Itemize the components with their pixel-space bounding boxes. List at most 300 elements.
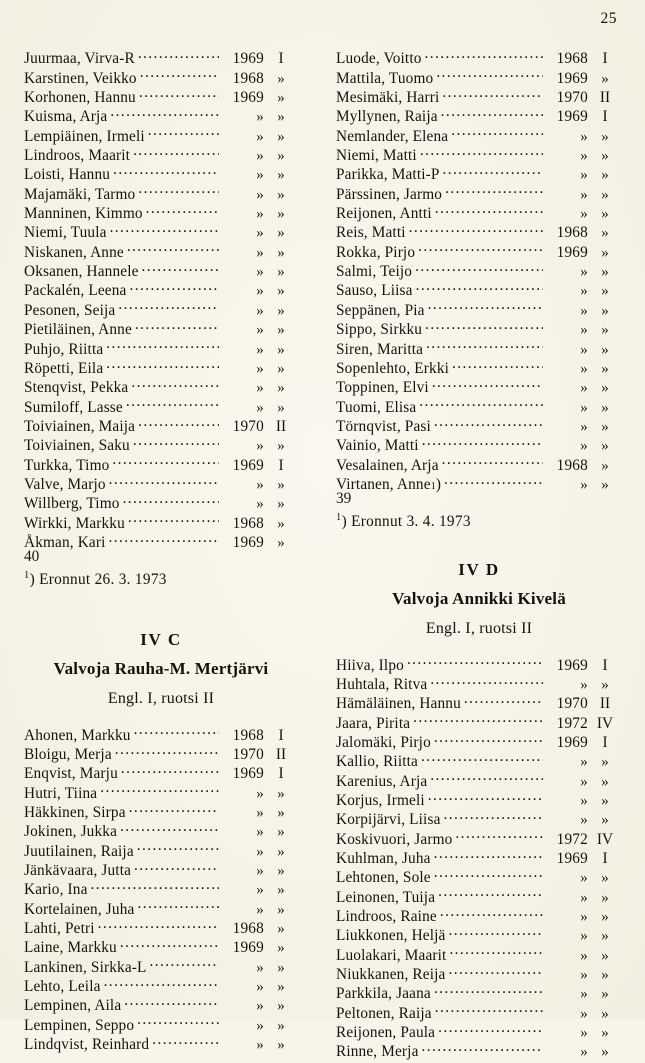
dot-leader — [428, 786, 543, 805]
pupil-grade: » — [601, 676, 609, 693]
dot-leader — [416, 276, 543, 295]
pupil-name: Rokka, Pirjo — [336, 243, 416, 261]
pupil-grade: » — [601, 148, 609, 165]
section-subjects: Engl. I, ruotsi II — [107, 690, 215, 708]
dot-leader — [440, 902, 543, 921]
pupil-year: » — [580, 909, 588, 926]
pupil-grade: » — [601, 1044, 609, 1061]
pupil-year: 1968 — [556, 456, 588, 474]
pupil-grade: » — [277, 148, 285, 165]
dot-leader — [110, 218, 219, 237]
pupil-grade: » — [277, 1037, 285, 1054]
pupil-grade: » — [601, 264, 609, 281]
pupil-grade: » — [277, 322, 285, 339]
pupil-year: » — [256, 264, 264, 281]
pupil-name: Kuhlman, Juha — [336, 850, 431, 868]
pupil-name: Kuisma, Arja — [24, 108, 108, 126]
pupil-name: Turkka, Timo — [24, 456, 110, 474]
pupil-name: Lehto, Leila — [24, 978, 101, 996]
dot-leader — [448, 960, 543, 979]
pupil-name: Virtanen, Anne — [336, 475, 431, 493]
pupil-grade: » — [277, 167, 285, 184]
dot-leader — [106, 334, 219, 353]
pupil-grade: » — [277, 998, 285, 1015]
right-pupil-list-bottom — [336, 650, 622, 1061]
pupil-grade: » — [601, 947, 609, 964]
pupil-name: Reijonen, Antti — [336, 205, 432, 223]
pupil-year: » — [256, 979, 264, 996]
list-item — [24, 720, 298, 744]
pupil-name: Törnqvist, Pasi — [336, 417, 431, 435]
pupil-grade: » — [277, 824, 285, 841]
pupil-grade: » — [277, 341, 285, 358]
pupil-name: Toiviainen, Maija — [24, 417, 136, 435]
pupil-grade: » — [277, 206, 285, 223]
pupil-name: Lehtonen, Sole — [336, 869, 431, 887]
dot-leader — [443, 160, 543, 179]
right-pupil-count: 39 — [336, 489, 352, 507]
pupil-year: 1968 — [556, 224, 588, 242]
pupil-name: Puhjo, Riitta — [24, 340, 104, 358]
section-heading-ivc — [24, 628, 298, 712]
pupil-grade: » — [277, 785, 285, 802]
pupil-year: 1970 — [556, 89, 588, 107]
pupil-year: » — [580, 438, 588, 455]
pupil-year: » — [580, 773, 588, 790]
pupil-grade: » — [601, 244, 609, 261]
section-class-name: IV C — [140, 630, 182, 650]
dot-leader — [113, 160, 219, 179]
pupil-name: Lindroos, Raine — [336, 908, 437, 926]
dot-leader — [422, 431, 543, 450]
pupil-grade: » — [277, 476, 285, 493]
dot-leader — [448, 921, 543, 940]
pupil-grade: » — [277, 940, 285, 957]
pupil-name: Sauso, Liisa — [336, 282, 413, 300]
dot-leader — [135, 315, 219, 334]
pupil-name: Niemi, Tuula — [24, 224, 107, 242]
pupil-grade: » — [277, 438, 285, 455]
dot-leader — [128, 508, 219, 527]
pupil-name: Bloigu, Merja — [24, 745, 112, 763]
dot-leader — [418, 237, 543, 256]
pupil-year: » — [256, 186, 264, 203]
dot-leader — [413, 708, 543, 727]
dot-leader — [451, 121, 543, 140]
pupil-grade: » — [601, 1005, 609, 1022]
pupil-name: Jaara, Pirita — [336, 714, 411, 732]
dot-leader — [146, 199, 219, 218]
pupil-name: Mattila, Tuomo — [336, 69, 434, 87]
pupil-year: » — [256, 496, 264, 513]
dot-leader — [434, 412, 543, 431]
pupil-name: Liukkonen, Heljä — [336, 927, 446, 945]
left-footnote-marker: 1 — [24, 570, 30, 582]
pupil-grade: » — [601, 889, 609, 906]
pupil-name: Jänkävaara, Jutta — [24, 862, 132, 880]
dot-leader — [137, 894, 219, 913]
pupil-name: Willberg, Timo — [24, 495, 120, 513]
pupil-year: » — [580, 812, 588, 829]
pupil-year: » — [580, 947, 588, 964]
pupil-name: Manninen, Kimmo — [24, 205, 143, 223]
dot-leader — [421, 747, 543, 766]
pupil-grade: I — [278, 50, 284, 68]
pupil-year: 1970 — [232, 745, 264, 763]
pupil-grade: II — [599, 89, 611, 107]
dot-leader — [137, 1010, 219, 1029]
pupil-grade: » — [277, 805, 285, 821]
pupil-name: Pesonen, Seija — [24, 301, 116, 319]
dot-leader — [133, 431, 219, 450]
pupil-name: Lankinen, Sirkka-L — [24, 958, 147, 976]
pupil-name: Tuomi, Elisa — [336, 398, 417, 416]
pupil-grade: » — [601, 206, 609, 223]
pupil-year: » — [580, 186, 588, 203]
list-item — [24, 44, 298, 68]
dot-leader — [434, 979, 543, 998]
pupil-year: » — [256, 901, 264, 918]
dot-leader — [148, 121, 219, 140]
pupil-grade: » — [601, 754, 609, 771]
pupil-year: » — [580, 676, 588, 693]
pupil-grade: » — [277, 901, 285, 918]
pupil-name: Röpetti, Eila — [24, 359, 104, 377]
pupil-year: 1969 — [556, 108, 588, 126]
pupil-name: Häkkinen, Sirpa — [24, 804, 126, 821]
pupil-name: Juutilainen, Raija — [24, 842, 134, 860]
pupil-grade: » — [601, 302, 609, 319]
pupil-year: 1970 — [232, 417, 264, 435]
pupil-name: Niemi, Matti — [336, 147, 417, 165]
dot-leader — [115, 740, 219, 759]
pupil-grade: » — [601, 128, 609, 145]
dot-leader — [434, 844, 543, 863]
left-column — [0, 44, 322, 1056]
dot-leader — [106, 354, 219, 373]
pupil-year: » — [256, 843, 264, 860]
dot-leader — [112, 450, 219, 469]
dot-leader — [129, 798, 219, 817]
pupil-grade: » — [601, 986, 609, 1003]
pupil-year: » — [580, 360, 588, 377]
pupil-name: Majamäki, Tarmo — [24, 185, 136, 203]
dot-leader — [438, 882, 543, 901]
pupil-grade: » — [601, 399, 609, 416]
dot-leader — [133, 141, 219, 160]
pupil-grade: » — [277, 959, 285, 976]
pupil-year: » — [580, 793, 588, 809]
pupil-year: » — [256, 206, 264, 223]
right-column — [322, 44, 644, 1061]
pupil-name: Korpijärvi, Liisa — [336, 811, 441, 829]
pupil-name: Niukkanen, Reija — [336, 966, 446, 984]
pupil-name: Jokinen, Jukka — [24, 823, 118, 841]
pupil-grade: I — [602, 733, 608, 751]
dot-leader — [118, 295, 219, 314]
pupil-name: Parikka, Matti-P — [336, 166, 440, 184]
pupil-year: 1969 — [556, 850, 588, 868]
pupil-year: » — [580, 380, 588, 397]
pupil-name: Oksanen, Hannele — [24, 263, 139, 281]
dot-leader — [434, 728, 543, 747]
dot-leader — [420, 141, 543, 160]
pupil-name: Leinonen, Tuija — [336, 888, 436, 906]
pupil-year: 1968 — [556, 50, 588, 68]
pupil-name: Koskivuori, Jarmo — [336, 830, 453, 848]
pupil-year: 1968 — [232, 514, 264, 532]
pupil-grade: » — [601, 186, 609, 203]
pupil-year: » — [580, 264, 588, 281]
two-column-body — [0, 44, 645, 1061]
pupil-name: Korhonen, Hannu — [24, 89, 136, 107]
pupil-year: 1969 — [556, 656, 588, 674]
pupil-grade: » — [277, 244, 285, 261]
pupil-grade: » — [601, 70, 609, 87]
pupil-grade: » — [277, 360, 285, 377]
pupil-year: » — [580, 128, 588, 145]
dot-leader — [425, 44, 543, 63]
pupil-name: Wirkki, Markku — [24, 514, 125, 532]
dot-leader — [131, 373, 219, 392]
dot-leader — [91, 875, 219, 894]
pupil-year: » — [256, 882, 264, 899]
pupil-year: 1968 — [232, 920, 264, 938]
pupil-name: Kario, Ina — [24, 881, 88, 899]
pupil-year: » — [580, 928, 588, 945]
pupil-name: Reis, Matti — [336, 224, 406, 242]
dot-leader — [441, 102, 543, 121]
pupil-year: » — [256, 785, 264, 802]
dot-leader — [432, 373, 543, 392]
dot-leader — [428, 295, 543, 314]
pupil-grade: » — [601, 283, 609, 300]
pupil-year: » — [256, 1017, 264, 1034]
pupil-grade: I — [278, 726, 284, 744]
pupil-year: » — [580, 986, 588, 1003]
dot-leader — [415, 257, 543, 276]
section-heading-ivd — [336, 558, 622, 642]
pupil-year: » — [256, 148, 264, 165]
pupil-grade: I — [602, 50, 608, 68]
pupil-name: Korjus, Irmeli — [336, 792, 425, 809]
pupil-year: » — [580, 1005, 588, 1022]
pupil-grade: » — [277, 979, 285, 996]
pupil-name: Jalomäki, Pirjo — [336, 733, 431, 751]
pupil-name: Sopenlehto, Erkki — [336, 359, 450, 377]
pupil-footnote-marker: 1 — [430, 480, 436, 492]
pupil-year: 1969 — [556, 243, 588, 261]
dot-leader — [150, 952, 220, 971]
pupil-name: Lahti, Petri — [24, 920, 95, 938]
pupil-name: Stenqvist, Pekka — [24, 379, 129, 397]
pupil-year: 1969 — [232, 939, 264, 957]
pupil-name: Mesimäki, Harri — [336, 89, 440, 107]
pupil-grade: » — [277, 109, 285, 126]
section-class-name: IV D — [458, 560, 500, 580]
right-footnote — [336, 508, 622, 531]
pupil-grade: II — [599, 695, 611, 713]
pupil-name: Lempiäinen, Irmeli — [24, 127, 145, 145]
section-teacher: Valvoja Rauha-M. Mertjärvi — [53, 659, 269, 679]
pupil-grade: I — [602, 656, 608, 674]
pupil-grade: » — [601, 773, 609, 790]
dot-leader — [434, 863, 543, 882]
pupil-year: 1972 — [556, 714, 588, 732]
dot-leader — [452, 354, 543, 373]
pupil-grade: I — [602, 108, 608, 126]
pupil-name: Hämäläinen, Hannu — [336, 695, 461, 713]
pupil-year: 1969 — [232, 456, 264, 474]
pupil-year: » — [256, 167, 264, 184]
pupil-year: 1970 — [556, 695, 588, 713]
page-number: 25 — [600, 10, 617, 27]
pupil-year: 1972 — [556, 830, 588, 848]
pupil-grade: » — [277, 380, 285, 397]
right-pupil-list-top — [336, 44, 622, 474]
pupil-grade: » — [601, 1025, 609, 1042]
pupil-grade: » — [601, 793, 609, 809]
left-footnote — [24, 566, 298, 589]
pupil-grade: I — [278, 765, 284, 783]
pupil-name: Reijonen, Paula — [336, 1024, 436, 1042]
pupil-grade: » — [601, 870, 609, 887]
dot-leader — [138, 412, 219, 431]
pupil-name: Karstinen, Veikko — [24, 69, 137, 87]
pupil-year: » — [256, 380, 264, 397]
pupil-year: » — [256, 109, 264, 126]
dot-leader — [435, 998, 543, 1017]
dot-leader — [109, 528, 219, 547]
left-pupil-list-bottom — [24, 720, 298, 1054]
pupil-year: » — [256, 360, 264, 377]
pupil-year: » — [256, 863, 264, 880]
pupil-year: 1969 — [556, 733, 588, 751]
pupil-name: Toppinen, Elvi — [336, 379, 429, 397]
pupil-name: Toiviainen, Saku — [24, 437, 130, 455]
pupil-year: » — [580, 167, 588, 184]
pupil-year: » — [580, 302, 588, 319]
pupil-grade: » — [601, 438, 609, 455]
pupil-grade: » — [601, 322, 609, 339]
pupil-name: Karenius, Arja — [336, 772, 428, 790]
pupil-name: Enqvist, Marju — [24, 765, 118, 783]
pupil-year: » — [580, 476, 588, 493]
pupil-grade: » — [601, 909, 609, 926]
pupil-name: Lempinen, Aila — [24, 997, 122, 1015]
dot-leader — [129, 276, 219, 295]
dot-leader — [422, 1037, 543, 1056]
pupil-grade: » — [601, 360, 609, 377]
pupil-year: » — [256, 959, 264, 976]
dot-leader — [127, 237, 219, 256]
pupil-name: Sumiloff, Lasse — [24, 398, 123, 416]
dot-leader — [134, 856, 219, 875]
pupil-year: 1969 — [232, 533, 264, 551]
pupil-grade: I — [278, 456, 284, 474]
pupil-grade: » — [601, 418, 609, 435]
pupil-grade: » — [277, 515, 285, 532]
pupil-year: » — [256, 438, 264, 455]
dot-leader — [121, 759, 219, 778]
pupil-year: 1969 — [556, 69, 588, 87]
pupil-year: » — [580, 889, 588, 906]
pupil-year: » — [256, 476, 264, 493]
pupil-year: 1969 — [232, 50, 264, 68]
dot-leader — [442, 83, 543, 102]
pupil-name: Åkman, Kari — [24, 533, 106, 551]
pupil-grade: » — [277, 1017, 285, 1034]
pupil-name: Kallio, Riitta — [336, 753, 418, 771]
pupil-year: » — [256, 399, 264, 416]
pupil-grade: » — [277, 302, 285, 319]
pupil-name: Kortelainen, Juha — [24, 900, 135, 918]
dot-leader — [109, 470, 219, 489]
pupil-grade: » — [277, 843, 285, 860]
pupil-year: » — [256, 302, 264, 319]
dot-leader — [425, 315, 543, 334]
left-pupil-list-top — [24, 44, 298, 551]
pupil-grade: » — [601, 812, 609, 829]
dot-leader — [110, 102, 219, 121]
pupil-grade: » — [277, 90, 285, 107]
dot-leader — [436, 63, 543, 82]
pupil-grade: » — [277, 921, 285, 938]
pupil-name: Hutri, Tiina — [24, 784, 98, 802]
pupil-grade: » — [277, 882, 285, 899]
pupil-grade: » — [601, 380, 609, 397]
pupil-grade: » — [601, 476, 609, 493]
dot-leader — [152, 1030, 219, 1049]
pupil-year: » — [580, 322, 588, 339]
dot-leader — [124, 991, 219, 1010]
left-pupil-count: 40 — [24, 547, 40, 565]
pupil-grade: IV — [596, 714, 614, 732]
pupil-name: Vesalainen, Arja — [336, 456, 439, 474]
pupil-name: Pietiläinen, Anne — [24, 321, 132, 339]
dot-leader — [438, 1018, 543, 1037]
pupil-year: » — [580, 967, 588, 984]
pupil-name: Peltonen, Raija — [336, 1004, 432, 1022]
pupil-name: Lindqvist, Reinhard — [24, 1036, 150, 1054]
pupil-name: Huhtala, Ritva — [336, 675, 428, 693]
pupil-name: Parkkila, Jaana — [336, 985, 431, 1003]
pupil-year: » — [256, 805, 264, 821]
pupil-name: Vainio, Matti — [336, 437, 419, 455]
dot-leader — [449, 940, 543, 959]
pupil-name: Hiiva, Ilpo — [336, 656, 404, 674]
right-footnote-marker: 1 — [336, 512, 342, 524]
pupil-name: Sippo, Sirkku — [336, 321, 423, 339]
dot-leader — [120, 817, 219, 836]
pupil-year: » — [580, 754, 588, 771]
pupil-name: Siren, Maritta — [336, 340, 424, 358]
dot-leader — [430, 670, 543, 689]
dot-leader — [123, 489, 219, 508]
pupil-year: 1969 — [232, 765, 264, 783]
dot-leader — [138, 179, 219, 198]
right-footnote-text: ) Eronnut 3. 4. 1973 — [341, 513, 471, 531]
section-teacher: Valvoja Annikki Kivelä — [392, 589, 566, 609]
pupil-year: » — [256, 244, 264, 261]
pupil-year: » — [256, 283, 264, 300]
pupil-year: » — [580, 870, 588, 887]
pupil-grade: » — [277, 186, 285, 203]
pupil-grade: I — [602, 850, 608, 868]
pupil-year: » — [580, 148, 588, 165]
dot-leader — [464, 689, 543, 708]
dot-leader — [98, 914, 219, 933]
